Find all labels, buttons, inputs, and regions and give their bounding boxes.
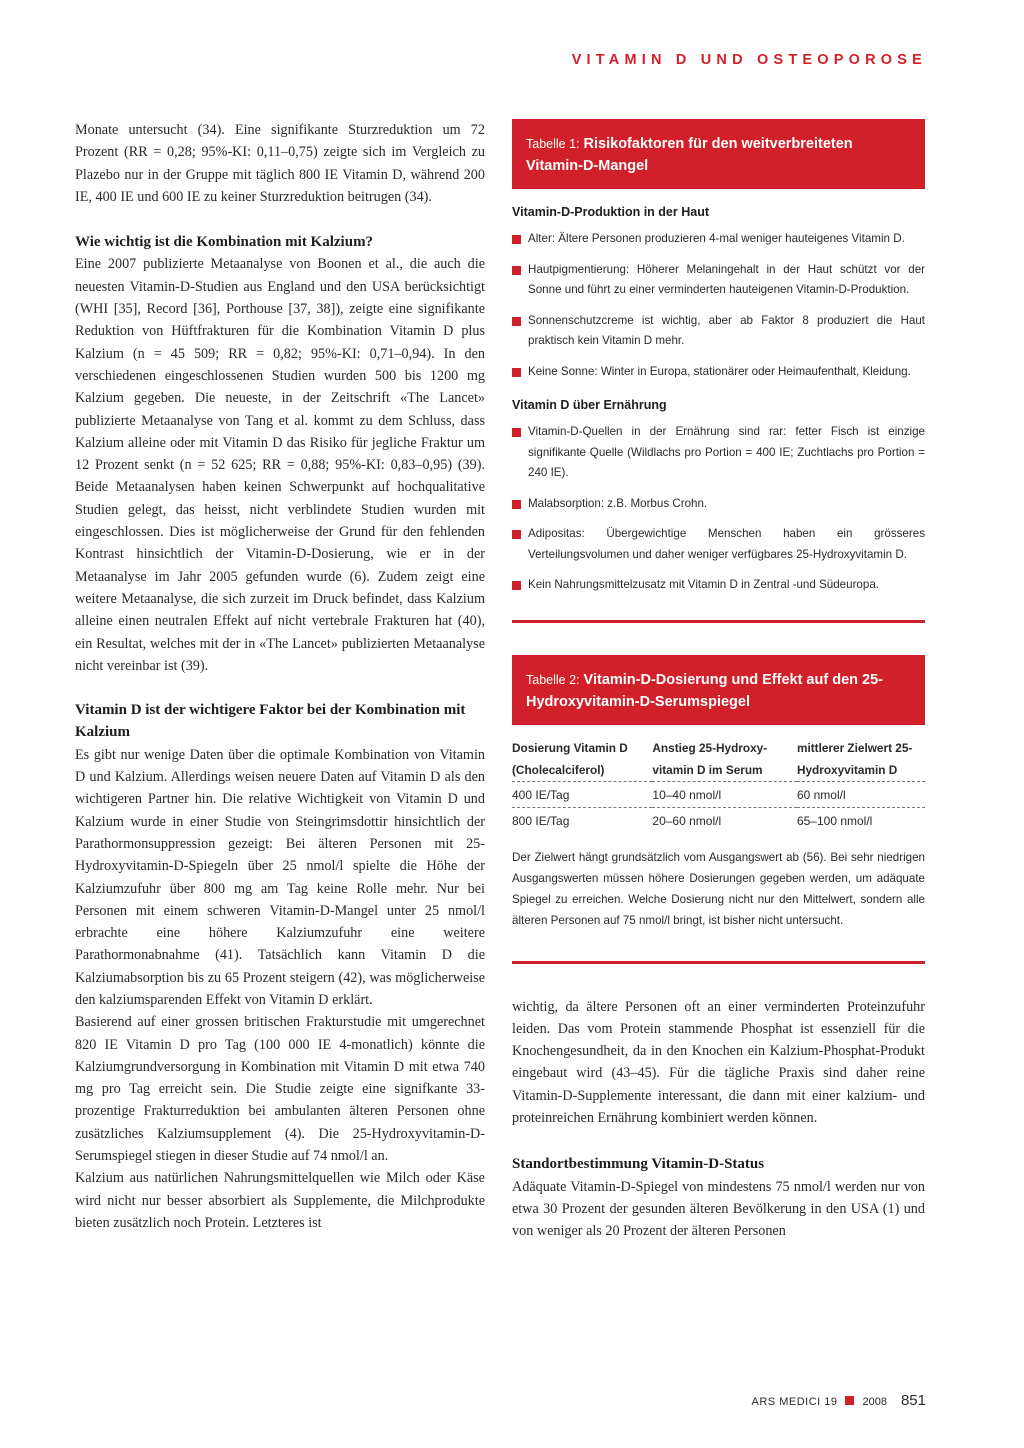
page-number: 851 (900, 1392, 926, 1409)
bullet-square-icon (512, 581, 521, 590)
list-item: Kein Nahrungsmittelzusatz mit Vitamin D in Zentral -und Südeuropa. (512, 575, 925, 596)
right-column (512, 119, 925, 1242)
paragraph: Basierend auf einer grossen britischen Frakturstudie mit umgerechnet 820 IE Vitamin D pro Tag (100 000 IE 4-monatlich) könnte die Kalziumgrundversorgung in Kombination mit Vitamin D mit etwa 740 mg pro Tag erreicht sein. Die Studie zeigte eine signifkante 33-prozentige Frakturreduktion bei ambulanten älteren Personen ohne zusätzliches Kalziumsupplement (4). Die 25-Hydroxyvitamin-D-Serumspiegel stiegen in dieser Studie auf 74 nmol/l an. (75, 1014, 485, 1165)
bullet-square-icon (512, 500, 521, 509)
section-heading: Vitamin D ist der wichtigere Faktor bei der Kombination mit Kalzium (75, 702, 466, 741)
table-row (512, 807, 925, 833)
table-header-row (512, 737, 925, 782)
journal-year: 2008 (862, 1396, 887, 1408)
journal-name: ARS MEDICI 19 (751, 1396, 838, 1408)
table-cell: 65–100 nmol/l (797, 807, 925, 833)
bullet-square-icon (512, 235, 521, 244)
table-2-title-bar (512, 655, 925, 725)
list-item: Vitamin-D-Quellen in der Ernährung sind rar: fetter Fisch ist einzige signifikante Quelle (Wildlachs pro Portion = 400 IE; Zuchtlachs pro Portion = 240 IE). (512, 422, 925, 484)
footer-square-icon (845, 1396, 854, 1405)
paragraph: Adäquate Vitamin-D-Spiegel von mindestens 75 nmol/l werden nur von etwa 30 Prozent der gesunden älteren Bevölkerung in den USA (1) und von weniger als 20 Prozent der älteren Personen (512, 1178, 925, 1240)
bullet-square-icon (512, 368, 521, 377)
table-1-title-bar (512, 119, 925, 189)
risk-list-nutrition (512, 422, 925, 596)
table-cell: 20–60 nmol/l (652, 807, 797, 833)
section-heading: Standortbestimmung Vitamin-D-Status (512, 1156, 765, 1173)
risk-list-skin (512, 229, 925, 382)
table-2 (512, 655, 925, 964)
paragraph: Monate untersucht (34). Eine signifikante Sturzreduktion um 72 Prozent (RR = 0,28; 95%-KI: 0,11–0,75) zeigte sich im Vergleich zu Plazebo nur in der Gruppe mit täglich 800 IE Vitamin D, während 200 IE, 400 IE und 600 IE zu keiner Sturzreduktion beitrugen (34). (75, 122, 485, 205)
table-cell: 60 nmol/l (797, 781, 925, 807)
table-cell: 800 IE/Tag (512, 807, 652, 833)
list-item: Hautpigmentierung: Höherer Melaningehalt in der Haut schützt vor der Sonne und führt zu einer verminderten hauteigenen Vitamin-D-Produktion. (512, 260, 925, 301)
running-title: VITAMIN D UND OSTEOPOROSE (571, 52, 927, 68)
left-column (75, 119, 485, 1234)
table-1-title: Risikofaktoren für den weitverbreiteten Vitamin-D-Mangel (526, 136, 853, 174)
table-row (512, 781, 925, 807)
paragraph: Eine 2007 publizierte Metaanalyse von Boonen et al., die auch die neuesten Vitamin-D-Studien aus England und den USA berücksichtigt (WHI [35], Record [36], Porthouse [37, 38]), zeigte eine signifikante Reduktion von Hüftfrakturen für die Kombination Vitamin D plus Kalzium (n = 45 509; RR = 0,82; 95%-KI: 0,71–0,94). In den verschiedenen eingeschlossenen Studien wurden 500 bis 1200 mg Kalzium gegeben. Die neueste, in der Zeitschrift «The Lancet» publizierte Metaanalyse von Tang et al. kommt zu dem Schluss, dass Kalzium alleine oder mit Vitamin D das Risiko für jegliche Fraktur um 12 Prozent senkt (n = 52 625; RR = 0,88; 95%-KI: 0,83–0,95) (39). Beide Metaanalysen haben keinen Schwerpunkt auf hochqualitative Studien gelegt, das heisst, nicht verblindete Studien wurden mit eingeschlossen. Dies ist möglicherweise der Grund für den fehlenden Kontrast hinsichtlich der Vitamin-D-Dosierung, wie er in der Metaanalyse im Jahr 2005 gefunden wurde (6). Zudem zeigt eine weitere Metaanalyse, die sich zurzeit im Druck befindet, dass Kalzium alleine einen neutralen Effekt auf nicht vertebrale Frakturen hat (40), ein Resultat, welches mit der in «The Lancet» publizierten Metaanalyse nicht vereinbar ist (39). (75, 256, 485, 674)
table-1-section-heading: Vitamin D über Ernährung (512, 398, 667, 412)
paragraph: wichtig, da ältere Personen oft an einer verminderten Proteinzufuhr leiden. Das vom Protein stammende Phosphat ist essenziell für die Knochengesundheit, da in den Knochen ein Kalzium-Phosphat-Produkt eingebaut wird (43–45). Für die tägliche Praxis sind daher reine Vitamin-D-Supplemente interessant, die dann mit einer kalzium- und proteinreichen Ernährung kombiniert werden können. (512, 998, 925, 1126)
table-1 (512, 119, 925, 623)
bullet-square-icon (512, 530, 521, 539)
table-2-label: Tabelle 2: (526, 672, 580, 687)
table-cell: 400 IE/Tag (512, 781, 652, 807)
list-item: Alter: Ältere Personen produzieren 4-mal weniger hauteigenes Vitamin D. (512, 229, 925, 250)
page-footer (752, 1392, 926, 1409)
list-item: Malabsorption: z.B. Morbus Crohn. (512, 494, 925, 515)
bullet-square-icon (512, 266, 521, 275)
column-header: mittlerer Zielwert 25-Hydroxyvitamin D (796, 740, 913, 777)
table-cell: 10–40 nmol/l (652, 781, 797, 807)
paragraph: Es gibt nur wenige Daten über die optimale Kombination von Vitamin D und Kalzium. Allerdings weisen neuere Daten auf Vitamin D als den wichtigeren Partner hin. Die relative Wichtigkeit von Vitamin D und Kalzium wurde in einer Studie von Steingrimsdottir hinsichtlich der Parathormonsuppression gezeigt: Bei älteren Personen mit 25-Hydroxyvitamin-D-Spiegeln über 25 nmol/l spielte die Höhe der Kalziumzufuhr über 800 mg am Tag keine Rolle mehr. Nur bei Personen mit einem schweren Vitamin-D-Mangel unter 25 nmol/l erbrachte eine höhere Kalziumzufuhr eine weitere Parathormonabnahme (41). Tatsächlich kann Vitamin D die Kalziumabsorption bis zu 65 Prozent steigern (42), was möglicherweise den kalziumsparenden Effekt von Vitamin D erklärt. (75, 746, 485, 1008)
bullet-square-icon (512, 317, 521, 326)
paragraph: Kalzium aus natürlichen Nahrungsmittelquellen wie Milch oder Käse wird nicht nur besser absorbiert als Supplemente, die Milchprodukte bieten zusätzlich noch Protein. Letzteres ist (75, 1170, 485, 1231)
list-item: Adipositas: Übergewichtige Menschen haben ein grösseres Verteilungsvolumen und daher weniger verfügbares 25-Hydroxyvitamin D. (512, 524, 925, 565)
column-header: Anstieg 25-Hydroxy-vitamin D im Serum (652, 740, 768, 777)
bullet-square-icon (512, 428, 521, 437)
table-2-note: Der Zielwert hängt grundsätzlich vom Ausgangswert ab (56). Bei sehr niedrigen Ausgangswerten müssen höhere Dosierungen gegeben werden, um adäquate Spiegel zu erreichen. Welche Dosierung nicht nur den Mittelwert, sondern alle älteren Personen auf 75 nmol/l bringt, ist bisher nicht untersucht. (512, 850, 925, 927)
list-item: Keine Sonne: Winter in Europa, stationärer oder Heimaufenthalt, Kleidung. (512, 362, 925, 383)
list-item: Sonnenschutzcreme ist wichtig, aber ab Faktor 8 produziert die Haut praktisch kein Vitamin D mehr. (512, 311, 925, 352)
table-1-label: Tabelle 1: (526, 137, 580, 151)
dose-table (512, 737, 925, 833)
table-2-title: Vitamin-D-Dosierung und Effekt auf den 25-Hydroxyvitamin-D-Serumspiegel (526, 671, 883, 710)
column-header: Dosierung Vitamin D (Cholecalciferol) (512, 740, 628, 777)
table-1-section-heading: Vitamin-D-Produktion in der Haut (512, 205, 709, 219)
section-heading: Wie wichtig ist die Kombination mit Kalzium? (75, 234, 374, 251)
